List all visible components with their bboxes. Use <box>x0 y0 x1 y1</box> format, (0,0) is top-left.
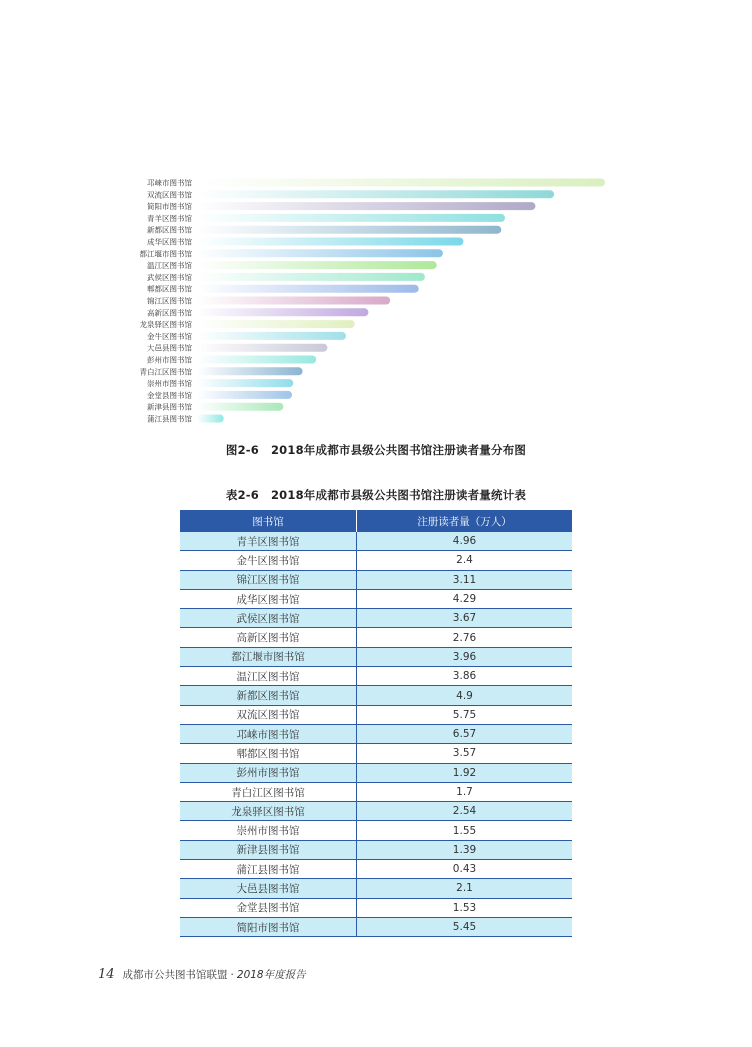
bar-label: 崇州市图书馆 <box>147 379 192 389</box>
bar-label: 温江区图书馆 <box>147 261 192 271</box>
table-row <box>180 551 572 570</box>
cell-readers: 2.76 <box>357 628 573 647</box>
cell-readers: 5.45 <box>357 917 573 936</box>
cell-library: 温江区图书馆 <box>180 667 357 686</box>
table-row <box>180 724 572 743</box>
bar-label: 金牛区图书馆 <box>147 331 192 341</box>
cell-library: 金堂县图书馆 <box>180 898 357 917</box>
table-title: 2018年成都市县级公共图书馆注册读者量统计表 <box>270 488 527 502</box>
bar-label: 新津县图书馆 <box>147 402 192 412</box>
bar-label: 青羊区图书馆 <box>147 213 192 223</box>
bar-chart <box>0 0 752 440</box>
bar <box>197 261 437 269</box>
cell-library: 新津县图书馆 <box>180 840 357 859</box>
page-footer <box>98 967 306 982</box>
table-header-row <box>180 510 572 532</box>
cell-readers: 6.57 <box>357 724 573 743</box>
reader-stats-table <box>180 510 572 937</box>
bar <box>197 403 283 411</box>
bar <box>197 249 443 257</box>
bar-label: 大邑县图书馆 <box>147 343 192 353</box>
cell-library: 彭州市图书馆 <box>180 763 357 782</box>
bar <box>197 320 355 328</box>
footer-org: 成都市公共图书馆联盟 <box>122 969 228 981</box>
cell-readers: 3.86 <box>357 667 573 686</box>
cell-library: 简阳市图书馆 <box>180 917 357 936</box>
cell-library: 成华区图书馆 <box>180 589 357 608</box>
table-row <box>180 860 572 879</box>
cell-readers: 3.57 <box>357 744 573 763</box>
table-row <box>180 840 572 859</box>
bar <box>197 391 292 399</box>
bar <box>197 214 505 222</box>
bar-label: 高新区图书馆 <box>147 308 192 318</box>
table-row <box>180 763 572 782</box>
table-row <box>180 628 572 647</box>
table-row <box>180 898 572 917</box>
table-row <box>180 667 572 686</box>
cell-readers: 1.55 <box>357 821 573 840</box>
bar-label: 双流区图书馆 <box>147 190 192 200</box>
table-row <box>180 589 572 608</box>
cell-readers: 1.39 <box>357 840 573 859</box>
cell-library: 高新区图书馆 <box>180 628 357 647</box>
figure-number: 图2-6 <box>225 443 259 457</box>
page-number: 14 <box>98 967 115 982</box>
cell-readers: 4.9 <box>357 686 573 705</box>
column-header-readers: 注册读者量（万人） <box>357 510 573 532</box>
bar <box>197 285 419 293</box>
cell-library: 新都区图书馆 <box>180 686 357 705</box>
table-row <box>180 570 572 589</box>
bar-label: 成华区图书馆 <box>147 237 192 247</box>
bar-label: 彭州市图书馆 <box>147 355 192 365</box>
bar <box>197 273 425 281</box>
table-body <box>180 532 572 937</box>
column-header-library: 图书馆 <box>180 510 357 532</box>
bar-label: 简阳市图书馆 <box>147 202 192 212</box>
cell-library: 双流区图书馆 <box>180 705 357 724</box>
bar <box>197 415 224 423</box>
cell-library: 都江堰市图书馆 <box>180 647 357 666</box>
table-row <box>180 821 572 840</box>
cell-library: 邛崃市图书馆 <box>180 724 357 743</box>
cell-readers: 2.54 <box>357 802 573 821</box>
bar <box>197 238 463 246</box>
cell-library: 蒲江县图书馆 <box>180 860 357 879</box>
footer-report: 2018年度报告 <box>236 969 306 981</box>
bar <box>197 202 535 210</box>
table-row <box>180 609 572 628</box>
bar <box>197 367 303 375</box>
bar-chart-svg <box>0 0 752 440</box>
bar <box>197 332 346 340</box>
cell-readers: 5.75 <box>357 705 573 724</box>
table-row <box>180 647 572 666</box>
table-row <box>180 782 572 801</box>
cell-readers: 4.29 <box>357 589 573 608</box>
cell-readers: 0.43 <box>357 860 573 879</box>
bar-label: 武侯区图书馆 <box>147 272 192 282</box>
cell-library: 青白江区图书馆 <box>180 782 357 801</box>
cell-library: 大邑县图书馆 <box>180 879 357 898</box>
figure-caption <box>0 442 752 458</box>
bar-label: 青白江区图书馆 <box>139 367 192 377</box>
cell-library: 金牛区图书馆 <box>180 551 357 570</box>
bar-label: 郫都区图书馆 <box>147 284 192 294</box>
table-caption <box>0 487 752 503</box>
cell-library: 崇州市图书馆 <box>180 821 357 840</box>
bar-label: 蒲江县图书馆 <box>147 414 192 424</box>
cell-readers: 1.92 <box>357 763 573 782</box>
cell-readers: 2.4 <box>357 551 573 570</box>
cell-library: 龙泉驿区图书馆 <box>180 802 357 821</box>
table-row <box>180 744 572 763</box>
footer-separator: · <box>230 969 234 981</box>
cell-readers: 3.11 <box>357 570 573 589</box>
cell-readers: 3.67 <box>357 609 573 628</box>
table-row <box>180 802 572 821</box>
table-row <box>180 879 572 898</box>
cell-library: 武侯区图书馆 <box>180 609 357 628</box>
table-row <box>180 917 572 936</box>
bar <box>197 297 390 305</box>
cell-library: 郫都区图书馆 <box>180 744 357 763</box>
bar <box>197 379 293 387</box>
cell-readers: 4.96 <box>357 532 573 551</box>
bar-label: 金堂县图书馆 <box>147 390 192 400</box>
cell-readers: 1.7 <box>357 782 573 801</box>
cell-library: 锦江区图书馆 <box>180 570 357 589</box>
bar-label: 锦江区图书馆 <box>147 296 192 306</box>
bar-label: 邛崃市图书馆 <box>147 178 192 188</box>
table-row <box>180 532 572 551</box>
bar-label: 都江堰市图书馆 <box>139 249 192 259</box>
bar-label: 龙泉驿区图书馆 <box>139 320 192 330</box>
cell-readers: 2.1 <box>357 879 573 898</box>
bar <box>197 226 501 234</box>
bar <box>197 179 605 187</box>
figure-title: 2018年成都市县级公共图书馆注册读者量分布图 <box>270 443 527 457</box>
cell-readers: 3.96 <box>357 647 573 666</box>
bar <box>197 356 316 364</box>
cell-readers: 1.53 <box>357 898 573 917</box>
table-row <box>180 686 572 705</box>
bar <box>197 344 327 352</box>
cell-library: 青羊区图书馆 <box>180 532 357 551</box>
bar-label: 新都区图书馆 <box>147 225 192 235</box>
table-number: 表2-6 <box>225 488 259 502</box>
bar <box>197 190 554 198</box>
table-row <box>180 705 572 724</box>
bar <box>197 308 368 316</box>
